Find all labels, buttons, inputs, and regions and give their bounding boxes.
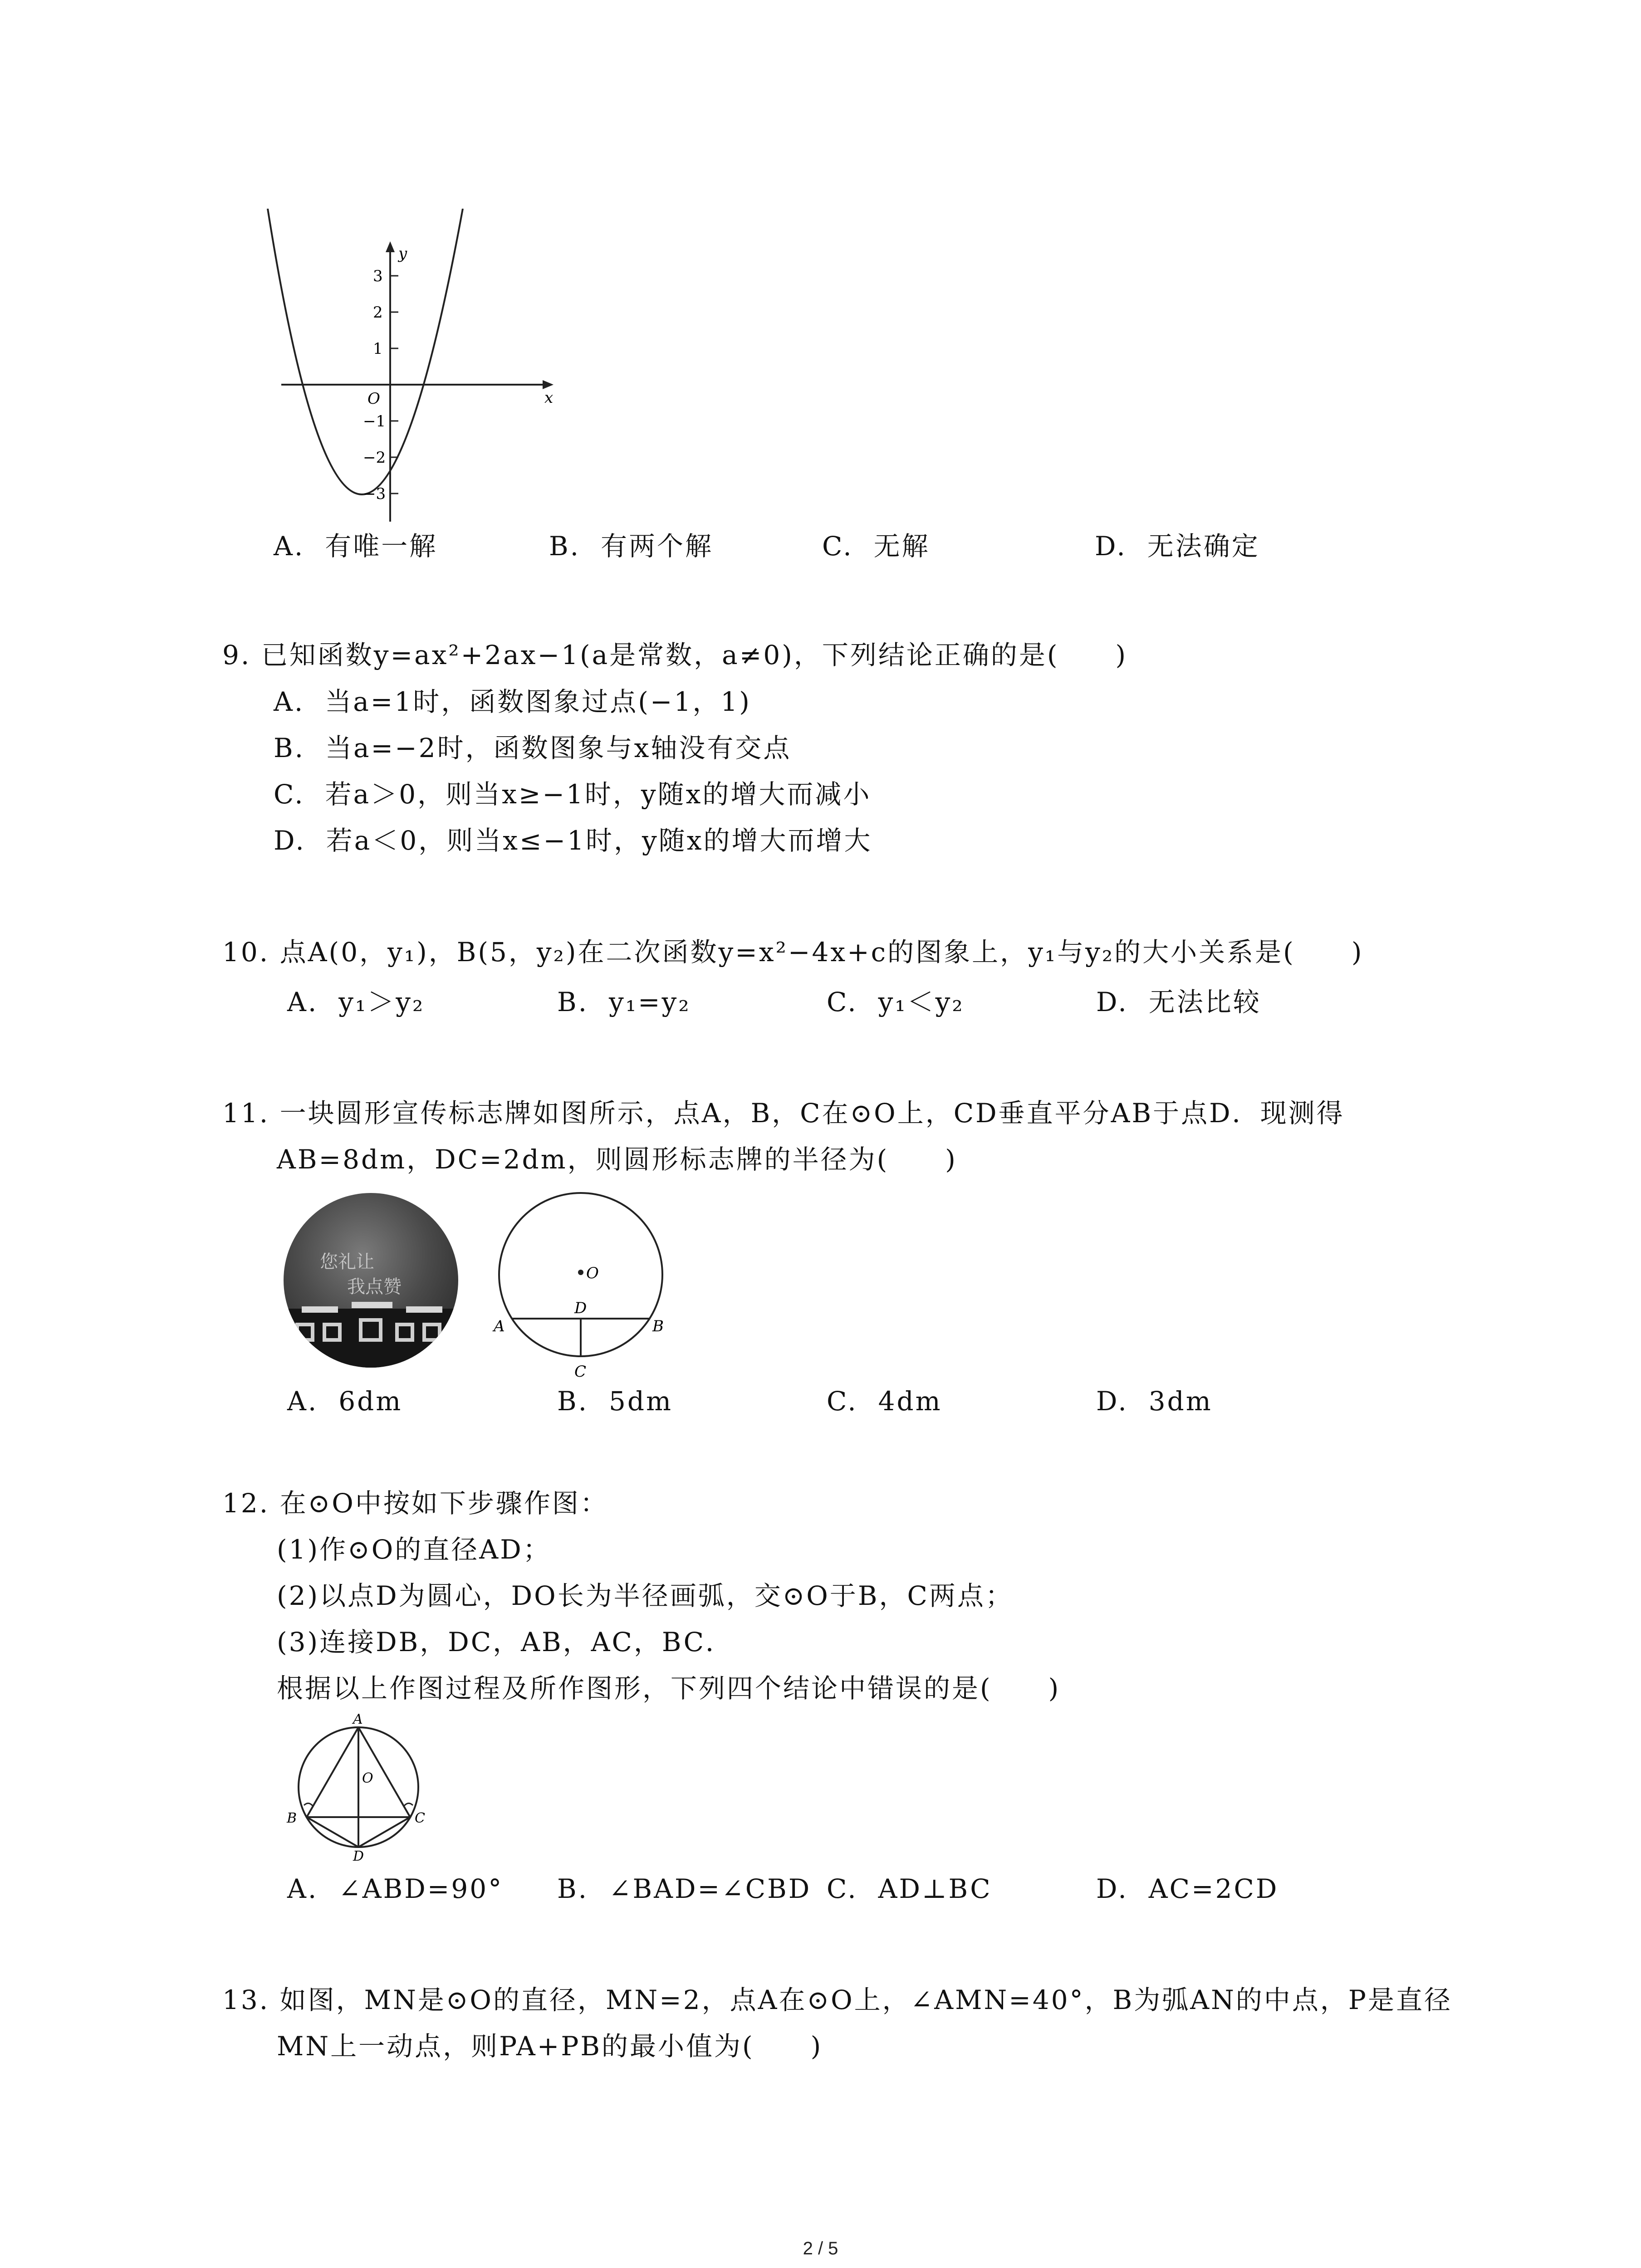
point-c-label: C [415, 1810, 425, 1826]
x-axis-label: x [544, 389, 554, 407]
q12-option-d: D. AC=2CD [1096, 1873, 1279, 1904]
y-tick-label: 2 [373, 303, 383, 322]
q12-option-c: C. AD⊥BC [827, 1873, 992, 1904]
q9-option-c: C. 若a＞0，则当x≥−1时，y随x的增大而减小 [274, 779, 872, 810]
q11-option-a: A. 6dm [287, 1386, 403, 1417]
sign-text-2: 我点赞 [347, 1276, 402, 1297]
sign-photo [284, 1193, 458, 1368]
q9-stem: 9. 已知函数y=ax²+2ax−1(a是常数，a≠0)，下列结论正确的是( ) [222, 640, 1128, 670]
y-tick-label: −1 [363, 412, 386, 430]
q11-stem-line2: AB=8dm，DC=2dm，则圆形标志牌的半径为( ) [277, 1144, 957, 1175]
y-axis-label: y [398, 244, 407, 263]
page-number: 2 / 5 [803, 2239, 838, 2258]
point-a-label: A [353, 1711, 363, 1727]
point-c-label: C [574, 1363, 587, 1381]
q8-option-a: A. 有唯一解 [274, 531, 438, 562]
q12-step3: (3)连接DB，DC，AB，AC，BC． [277, 1627, 734, 1657]
point-b-label: B [287, 1810, 297, 1826]
q8-option-c: C. 无解 [822, 531, 930, 562]
q10-option-b: B. y₁=y₂ [557, 987, 691, 1017]
circle-diagram-q12 [277, 1710, 440, 1864]
point-d-label: D [353, 1848, 364, 1864]
y-tick-label: 3 [373, 267, 383, 285]
q8-option-d: D. 无法确定 [1095, 531, 1260, 562]
parabola-graph [254, 209, 581, 535]
q10-option-a: A. y₁＞y₂ [287, 987, 425, 1017]
q13-stem-line2: MN上一动点，则PA+PB的最小值为( ) [277, 2031, 823, 2062]
q12-step1: (1)作⊙O的直径AD； [277, 1534, 551, 1565]
y-tick-label: −3 [363, 485, 386, 503]
q12-option-b: B. ∠BAD=∠CBD [557, 1873, 812, 1904]
y-tick-label: −2 [363, 449, 386, 467]
q10-option-d: D. 无法比较 [1096, 987, 1261, 1017]
y-tick-label: 1 [373, 340, 383, 358]
point-o-label: O [362, 1770, 373, 1786]
q12-option-a: A. ∠ABD=90° [287, 1873, 504, 1904]
q9-option-d: D. 若a＜0，则当x≤−1时，y随x的增大而增大 [274, 825, 872, 856]
q9-option-a: A. 当a=1时，函数图象过点(−1，1) [274, 686, 751, 717]
q11-option-d: D. 3dm [1096, 1386, 1213, 1417]
q12-step2: (2)以点D为圆心，DO长为半径画弧，交⊙O于B，C两点； [277, 1580, 1014, 1611]
point-b-label: B [652, 1317, 664, 1335]
q12-question: 根据以上作图过程及所作图形，下列四个结论中错误的是( ) [277, 1673, 1061, 1704]
q11-stem-line1: 11. 一块圆形宣传标志牌如图所示，点A，B，C在⊙O上，CD垂直平分AB于点D．现测得 [222, 1098, 1345, 1129]
sign-text-1: 您礼让 [320, 1251, 374, 1272]
point-a-label: A [494, 1317, 505, 1335]
q12-stem: 12. 在⊙O中按如下步骤作图： [222, 1488, 608, 1519]
q11-option-c: C. 4dm [827, 1386, 942, 1417]
origin-label: O [367, 390, 380, 408]
q13-stem-line1: 13. 如图，MN是⊙O的直径，MN=2，点A在⊙O上，∠AMN=40°，B为弧AN的中点，P是直径 [222, 1984, 1452, 2015]
q10-stem: 10. 点A(0，y₁)，B(5，y₂)在二次函数y=x²−4x+c的图象上，y₁与y₂的大小关系是( ) [222, 937, 1364, 968]
q10-option-c: C. y₁＜y₂ [827, 987, 965, 1017]
q9-option-b: B. 当a=−2时，函数图象与x轴没有交点 [274, 733, 792, 763]
point-o-label: O [586, 1264, 599, 1282]
point-d-label: D [574, 1299, 587, 1317]
q8-option-b: B. 有两个解 [549, 531, 713, 562]
circle-diagram-q11 [490, 1184, 681, 1383]
q11-option-b: B. 5dm [557, 1386, 673, 1417]
